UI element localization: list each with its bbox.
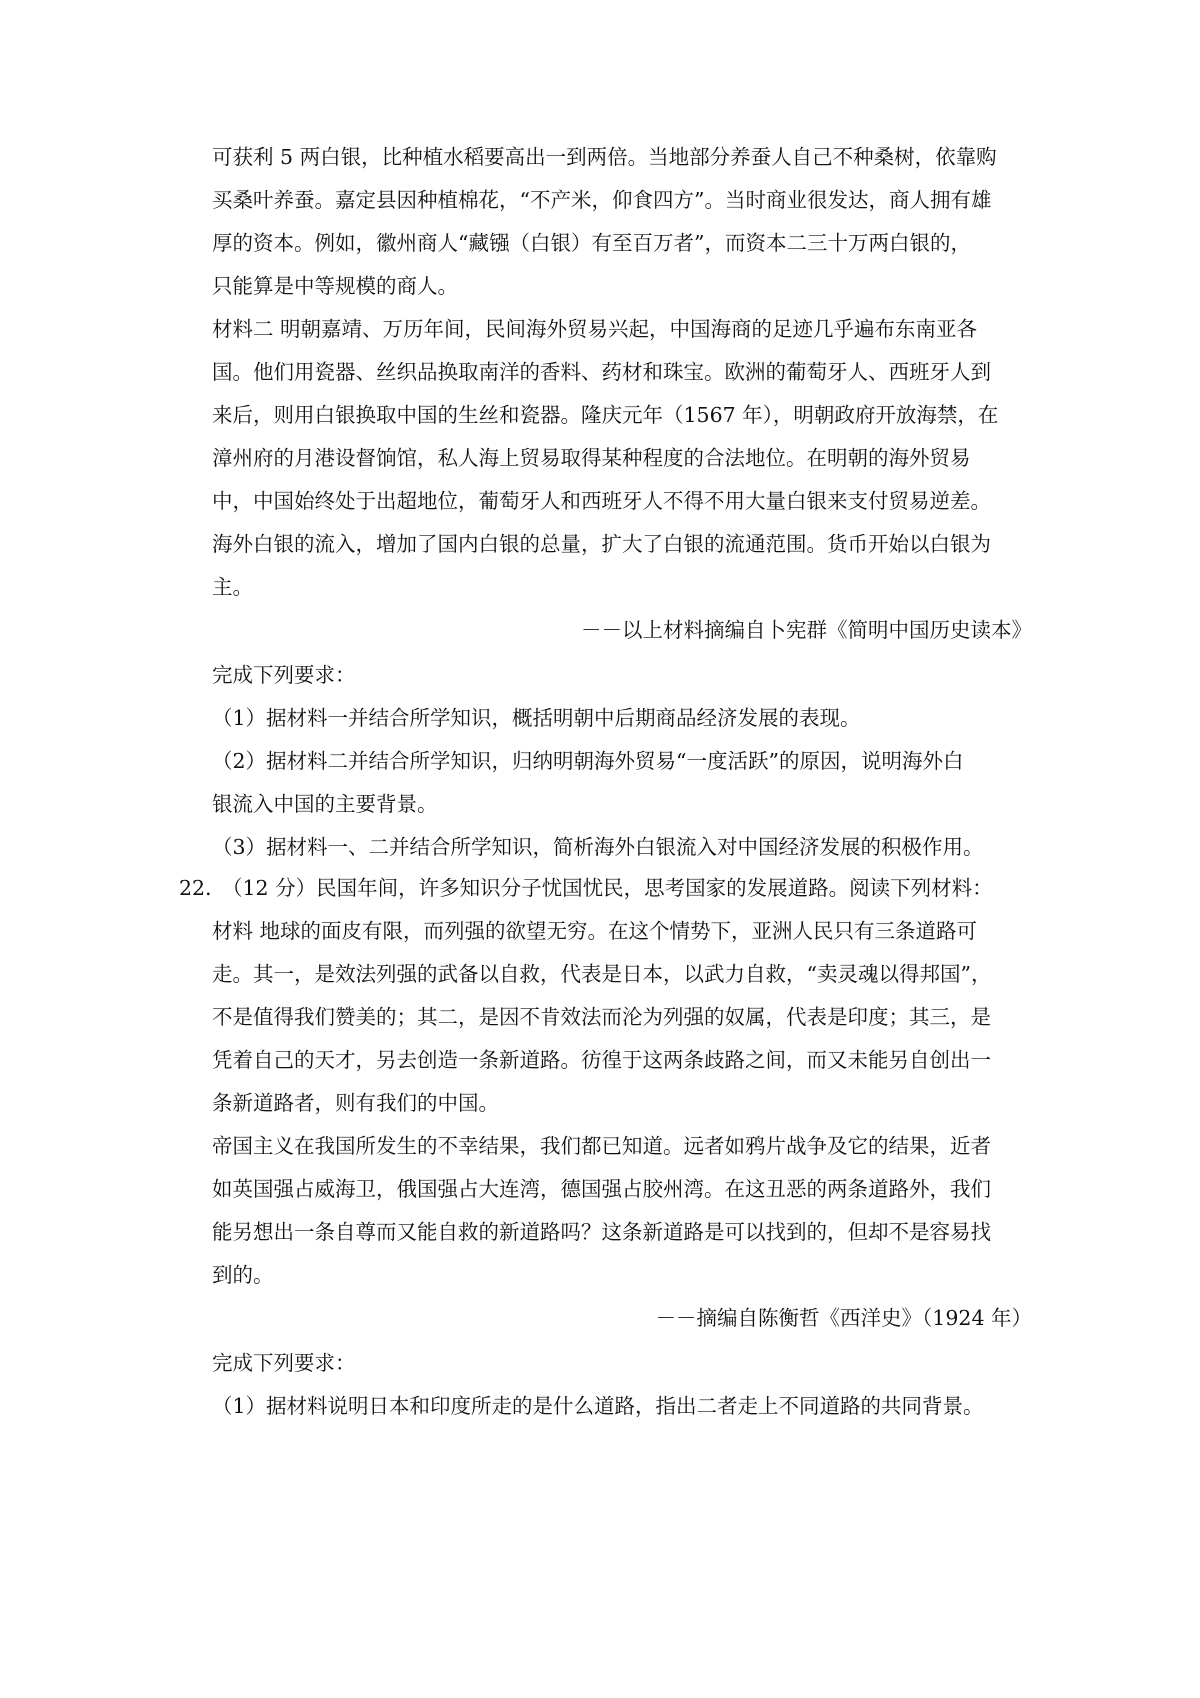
material2-line-2: 国。他们用瓷器、丝织品换取南洋的香料、药材和珠宝。欧洲的葡萄牙人、西班牙人到 (212, 360, 991, 384)
q22-material-line-1: 材料 地球的面皮有限，而列强的欲望无穷。在这个情势下，亚洲人民只有三条道路可 (212, 919, 978, 943)
requirements-title-1: 完成下列要求： (212, 663, 356, 687)
material2-line-5: 中，中国始终处于出超地位，葡萄牙人和西班牙人不得不用大量白银来支付贸易逆差。 (212, 489, 991, 513)
material2-line-1: 材料二 明朝嘉靖、万历年间，民间海外贸易兴起，中国海商的足迹几乎遍布东南亚各 (212, 317, 978, 341)
q22-material-line-3: 不是值得我们赞美的；其二，是因不肯效法而沦为列强的奴属，代表是印度；其三，是 (212, 1005, 991, 1029)
material2-line-3: 来后，则用白银换取中国的生丝和瓷器。隆庆元年（1567 年），明朝政府开放海禁，在 (212, 403, 999, 427)
q22-number: 22． (179, 876, 226, 900)
source-citation-2: －－摘编自陈衡哲《西洋史》（1924 年） (655, 1306, 1032, 1330)
q22-stem: （12 分）民国年间，许多知识分子忧国忧民，思考国家的发展道路。阅读下列材料： (222, 876, 993, 900)
q21-item-2: （2）据材料二并结合所学知识，归纳明朝海外贸易“一度活跃”的原因，说明海外白 (212, 749, 964, 773)
material1-line-2: 买桑叶养蚕。嘉定县因种植棉花，“不产米，仰食四方”。当时商业很发达，商人拥有雄 (212, 188, 992, 212)
q22-item-1: （1）据材料说明日本和印度所走的是什么道路，指出二者走上不同道路的共同背景。 (212, 1394, 984, 1418)
material1-line-1: 可获利 5 两白银，比种植水稻要高出一到两倍。当地部分养蚕人自己不种桑树，依靠购 (212, 145, 997, 169)
q22-material-line-6: 帝国主义在我国所发生的不幸结果，我们都已知道。远者如鸦片战争及它的结果，近者 (212, 1134, 991, 1158)
material2-line-4: 漳州府的月港设督饷馆，私人海上贸易取得某种程度的合法地位。在明朝的海外贸易 (212, 446, 971, 470)
material2-line-6: 海外白银的流入，增加了国内白银的总量，扩大了白银的流通范围。货币开始以白银为 (212, 532, 991, 556)
q22-material-line-4: 凭着自己的天才，另去创造一条新道路。彷徨于这两条歧路之间，而又未能另自创出一 (212, 1048, 991, 1072)
material1-line-4: 只能算是中等规模的商人。 (212, 274, 458, 298)
q22-material-line-2: 走。其一，是效法列强的武备以自救，代表是日本，以武力自救，“卖灵魂以得邦国”， (212, 962, 992, 986)
q22-material-line-9: 到的。 (212, 1263, 274, 1287)
q22-material-line-5: 条新道路者，则有我们的中国。 (212, 1091, 499, 1115)
material2-line-7: 主。 (212, 575, 253, 599)
q22-material-line-8: 能另想出一条自尊而又能自救的新道路吗？这条新道路是可以找到的，但却不是容易找 (212, 1220, 991, 1244)
q21-item-3: （3）据材料一、二并结合所学知识，简析海外白银流入对中国经济发展的积极作用。 (212, 835, 984, 859)
q21-item-2-cont: 银流入中国的主要背景。 (212, 792, 438, 816)
q21-item-1: （1）据材料一并结合所学知识，概括明朝中后期商品经济发展的表现。 (212, 706, 861, 730)
q22-material-line-7: 如英国强占威海卫，俄国强占大连湾，德国强占胶州湾。在这丑恶的两条道路外，我们 (212, 1177, 991, 1201)
requirements-title-2: 完成下列要求： (212, 1351, 356, 1375)
material1-line-3: 厚的资本。例如，徽州商人“藏镪（白银）有至百万者”，而资本二三十万两白银的， (212, 231, 971, 255)
source-citation-1: －－以上材料摘编自卜宪群《简明中国历史读本》 (581, 618, 1032, 642)
